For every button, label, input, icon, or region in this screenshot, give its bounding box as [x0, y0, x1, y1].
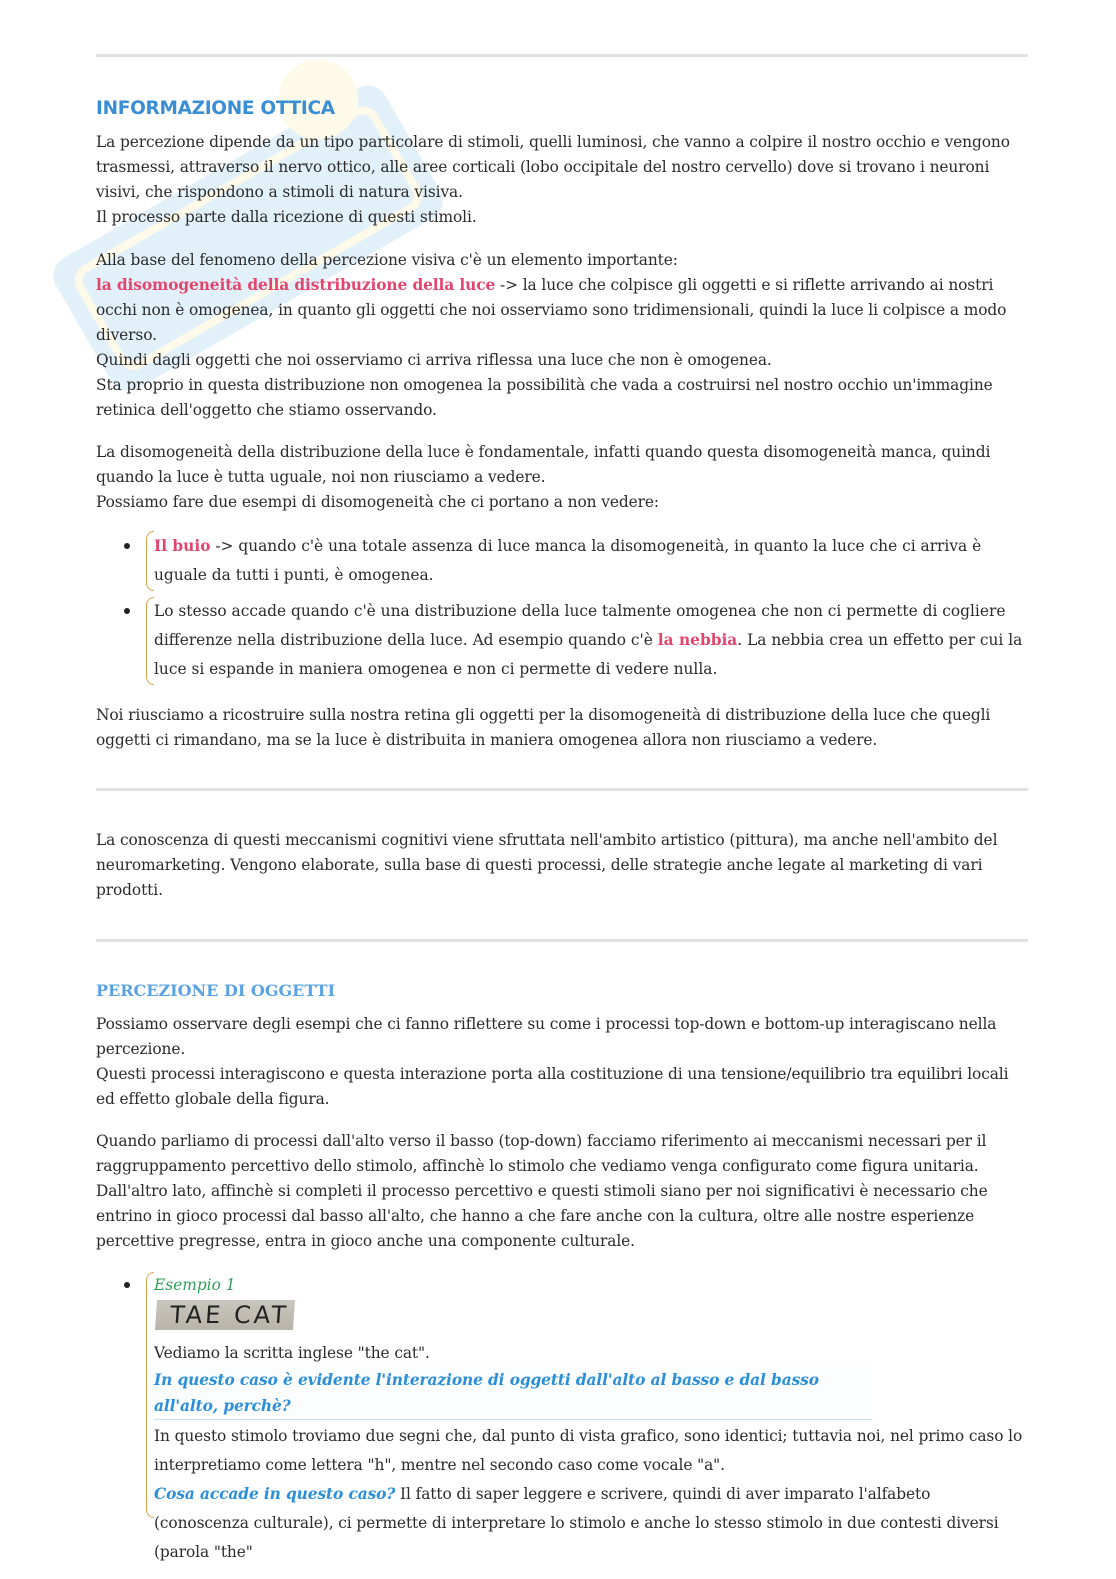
paragraph: Noi riusciamo a ricostruire sulla nostra retina gli oggetti per la disomogeneità di distribuzione della luce che quegli oggetti ci rimandano, ma se la luce è distribuita in maniera omogenea allora non riusciamo a vedere.: [96, 706, 991, 749]
section3-paragraph-1: [96, 1012, 1028, 1112]
divider: [96, 939, 1028, 942]
example-label: Esempio 1: [154, 1276, 236, 1294]
question-text: Cosa accade in questo caso?: [154, 1485, 396, 1503]
section1-intro: [96, 130, 1028, 230]
paragraph: Questi processi interagiscono e questa interazione porta alla costituzione di una tensione/equilibrio tra equilibri locali ed effetto globale della figura.: [96, 1065, 1009, 1108]
bullet-icon: [124, 1282, 130, 1288]
bullet-icon: [124, 608, 130, 614]
section-title-percezione-di-oggetti: PERCEZIONE DI OGGETTI: [96, 981, 336, 1000]
section3-paragraph-2: [96, 1129, 1028, 1254]
bracket-decoration: [146, 597, 154, 685]
paragraph: Quindi dagli oggetti che noi osserviamo ci arriva riflessa una luce che non è omogenea.: [96, 351, 772, 369]
paragraph: Dall'altro lato, affinchè si completi il processo percettivo e questi stimoli siano per noi significativi è necessario che entrino in gioco processi dal basso all'alto, che hanno a che fare anche con la cultura, oltre alle nostre esperienze percettive pregresse, entra in gioco anche una componente culturale.: [96, 1182, 988, 1250]
paragraph: Possiamo fare due esempi di disomogeneità che ci portano a non vedere:: [96, 493, 659, 511]
paragraph: Possiamo osservare degli esempi che ci fanno riflettere su come i processi top-down e bottom-up interagiscano nella percezione.: [96, 1015, 997, 1058]
paragraph: In questo stimolo troviamo due segni che, dal punto di vista grafico, sono identici; tuttavia noi, nel primo caso lo interpretiamo come lettera "h", mentre nel secondo caso come vocale "a".: [154, 1427, 1023, 1474]
section1-paragraph-4: [96, 703, 1028, 753]
paragraph: Vediamo la scritta inglese "the cat".: [154, 1344, 430, 1362]
example-content: [154, 1339, 1028, 1567]
paragraph: Il processo parte dalla ricezione di questi stimoli.: [96, 208, 477, 226]
paragraph: Alla base del fenomeno della percezione visiva c'è un elemento importante:: [96, 251, 678, 269]
highlight-text: Il buio: [154, 537, 211, 555]
highlight-text: la nebbia: [657, 631, 738, 649]
paragraph: La conoscenza di questi meccanismi cognitivi viene sfruttata nell'ambito artistico (pittura), ma anche nell'ambito del neuromarketing. Vengono elaborate, sulla base di questi processi, delle strategie anche legate al marketing di vari prodotti.: [96, 831, 998, 899]
section1-paragraph-2: [96, 248, 1028, 423]
bullet-icon: [124, 543, 130, 549]
paragraph: [96, 273, 1028, 348]
example-image-the-cat: TAE CAT: [155, 1300, 295, 1330]
divider: [96, 788, 1028, 791]
list-item: [154, 597, 1028, 684]
list-item: [154, 532, 1028, 590]
paragraph-text: Il fatto di saper leggere e scrivere, quindi di aver imparato l'alfabeto (conoscenza culturale), ci permette di interpretare lo stimolo e anche lo stesso stimolo in due contesti diversi (parola "the": [154, 1485, 999, 1561]
highlight-text: la disomogeneità della distribuzione della luce: [96, 276, 496, 294]
list-item-text: -> quando c'è una totale assenza di luce manca la disomogeneità, in quanto la luce che ci arriva è uguale da tutti i punti, è omogenea.: [154, 537, 982, 584]
question-text: In questo caso è evidente l'interazione di oggetti dall'alto al basso e dal basso all'alto, perchè?: [154, 1371, 819, 1415]
section2-paragraph: [96, 828, 1028, 903]
question-text: [154, 1367, 872, 1420]
list-item-text: . La nebbia crea un effetto per cui la luce si espande in maniera omogenea e non ci permette di vedere nulla.: [154, 631, 1023, 678]
paragraph-text: -> la luce che colpisce gli oggetti e si riflette arrivando ai nostri occhi non è omogenea, in quanto gli oggetti che noi osserviamo sono tridimensionali, quindi la luce li colpisce a modo diverso.: [96, 276, 1007, 344]
divider-top: [96, 54, 1028, 57]
list-item-text: Lo stesso accade quando c'è una distribuzione della luce talmente omogenea che non ci permette di cogliere differenze nella distribuzione della luce. Ad esempio quando c'è: [154, 602, 1006, 649]
paragraph: [154, 1480, 1028, 1567]
section-title-informazione-ottica: INFORMAZIONE OTTICA: [96, 98, 335, 119]
paragraph: La disomogeneità della distribuzione della luce è fondamentale, infatti quando questa disomogeneità manca, quindi quando la luce è tutta uguale, noi non riusciamo a vedere.: [96, 443, 991, 486]
section1-paragraph-3: [96, 440, 1028, 515]
bracket-decoration: [146, 531, 154, 591]
paragraph: Quando parliamo di processi dall'alto verso il basso (top-down) facciamo riferimento ai meccanismi necessari per il raggruppamento percettivo dello stimolo, affinchè lo stimolo che vediamo venga configurato come figura unitaria.: [96, 1132, 987, 1175]
paragraph: Sta proprio in questa distribuzione non omogenea la possibilità che vada a costruirsi nel nostro occhio un'immagine retinica dell'oggetto che stiamo osservando.: [96, 376, 993, 419]
paragraph: La percezione dipende da un tipo particolare di stimoli, quelli luminosi, che vanno a colpire il nostro occhio e vengono trasmessi, attraverso il nervo ottico, alle aree corticali (lobo occipitale del nostro cervello) dove si trovano i neuroni visivi, che rispondono a stimoli di natura visiva.: [96, 133, 1010, 201]
bracket-decoration: [146, 1272, 154, 1518]
